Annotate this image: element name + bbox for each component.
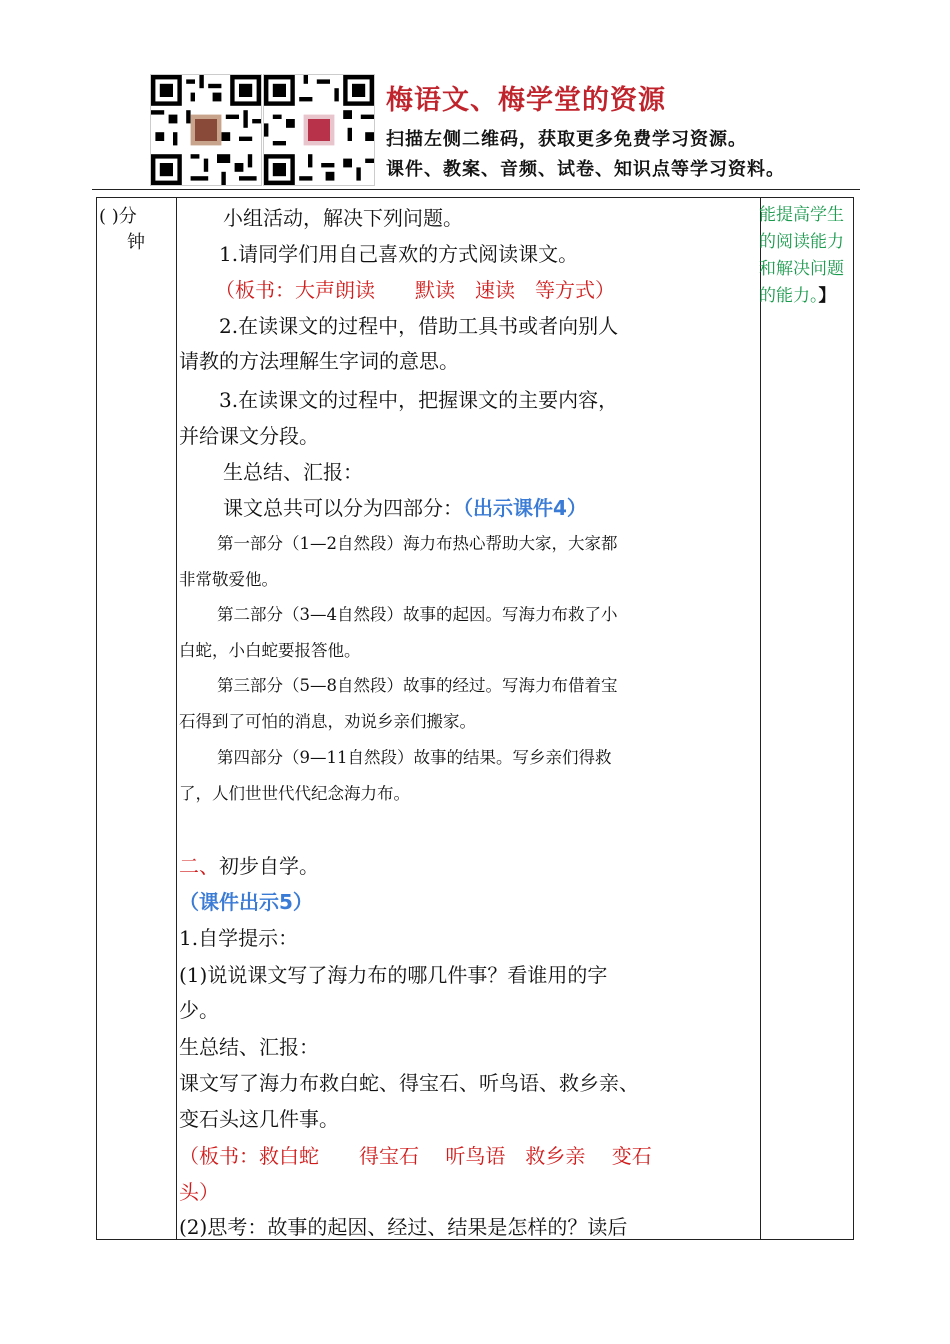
content-line: 少。: [179, 998, 219, 1022]
time-label: ( )分: [99, 206, 137, 227]
brand-title: 梅语文、梅学堂的资源: [386, 85, 666, 116]
content-line: 变石头这几件事。: [179, 1107, 339, 1131]
content-line: [223, 492, 587, 521]
section-line: 第一部分（1—2自然段）海力布热心帮助大家，大家都: [217, 534, 618, 553]
board-note: （板书：救白蛇 得宝石 听鸟语 救乡亲 变石: [179, 1144, 652, 1168]
content-line: 生总结、汇报：: [223, 460, 363, 484]
brand-line-1: 扫描左侧二维码，获取更多免费学习资源。: [386, 129, 747, 150]
section-line: 第四部分（9—11自然段）故事的结果。写乡亲们得救: [217, 748, 612, 767]
board-note: 头）: [179, 1180, 219, 1204]
qr-code-right[interactable]: [263, 74, 375, 186]
qr-code-image: [264, 75, 374, 185]
time-label-unit: 钟: [127, 232, 145, 253]
brand-line-2: 课件、教案、音频、试卷、知识点等学习资料。: [386, 159, 785, 180]
lesson-table: [96, 197, 854, 1240]
section-line: 第二部分（3—4自然段）故事的起因。写海力布救了小: [217, 605, 618, 624]
slide-ref: （出示课件4）: [463, 496, 587, 520]
content-text: 课文总共可以分为四部分：: [223, 496, 463, 520]
qr-code-image: [151, 75, 261, 185]
content-line: 1.自学提示：: [179, 926, 299, 950]
content-line: 生总结、汇报：: [179, 1035, 319, 1059]
content-line: (2)思考：故事的起因、经过、结果是怎样的？读后: [179, 1215, 628, 1239]
section-line: 了，人们世世代代纪念海力布。: [179, 784, 410, 803]
content-column: [177, 198, 761, 1239]
section-number: 二、: [179, 854, 219, 878]
content-line: 2.在读课文的过程中，借助工具书或者向别人: [219, 314, 619, 338]
slide-ref: （课件出示5）: [179, 890, 313, 914]
content-line: 请教的方法理解生字词的意思。: [179, 349, 459, 373]
qr-code-left[interactable]: [150, 74, 262, 186]
section-line: 第三部分（5—8自然段）故事的经过。写海力布借着宝: [217, 676, 618, 695]
board-note: （板书：大声朗读 默读 速读 等方式）: [215, 278, 615, 302]
content-line: 3.在读课文的过程中，把握课文的主要内容，: [219, 388, 619, 412]
section-line: 白蛇，小白蛇要报答他。: [179, 641, 361, 660]
content-line: 并给课文分段。: [179, 424, 319, 448]
content-line: 课文写了海力布救白蛇、得宝石、听鸟语、救乡亲、: [179, 1071, 639, 1095]
page-header: [0, 0, 950, 190]
section-line: 非常敬爱他。: [179, 570, 278, 589]
time-column: [97, 198, 177, 1239]
design-note: [759, 202, 855, 310]
note-bracket: 】: [818, 286, 836, 306]
notes-column: [761, 198, 852, 1239]
content-line: 1.请同学们用自己喜欢的方式阅读课文。: [219, 242, 579, 266]
section-title: 初步自学。: [219, 854, 319, 878]
design-note-text: 能提高学生的阅读能力和解决问题的能力。: [759, 205, 844, 306]
header-divider: [92, 189, 860, 190]
section-heading: [179, 850, 319, 879]
section-line: 石得到了可怕的消息，劝说乡亲们搬家。: [179, 712, 476, 731]
content-line: 小组活动，解决下列问题。: [223, 206, 463, 230]
content-line: (1)说说课文写了海力布的哪几件事？看谁用的字: [179, 963, 608, 987]
